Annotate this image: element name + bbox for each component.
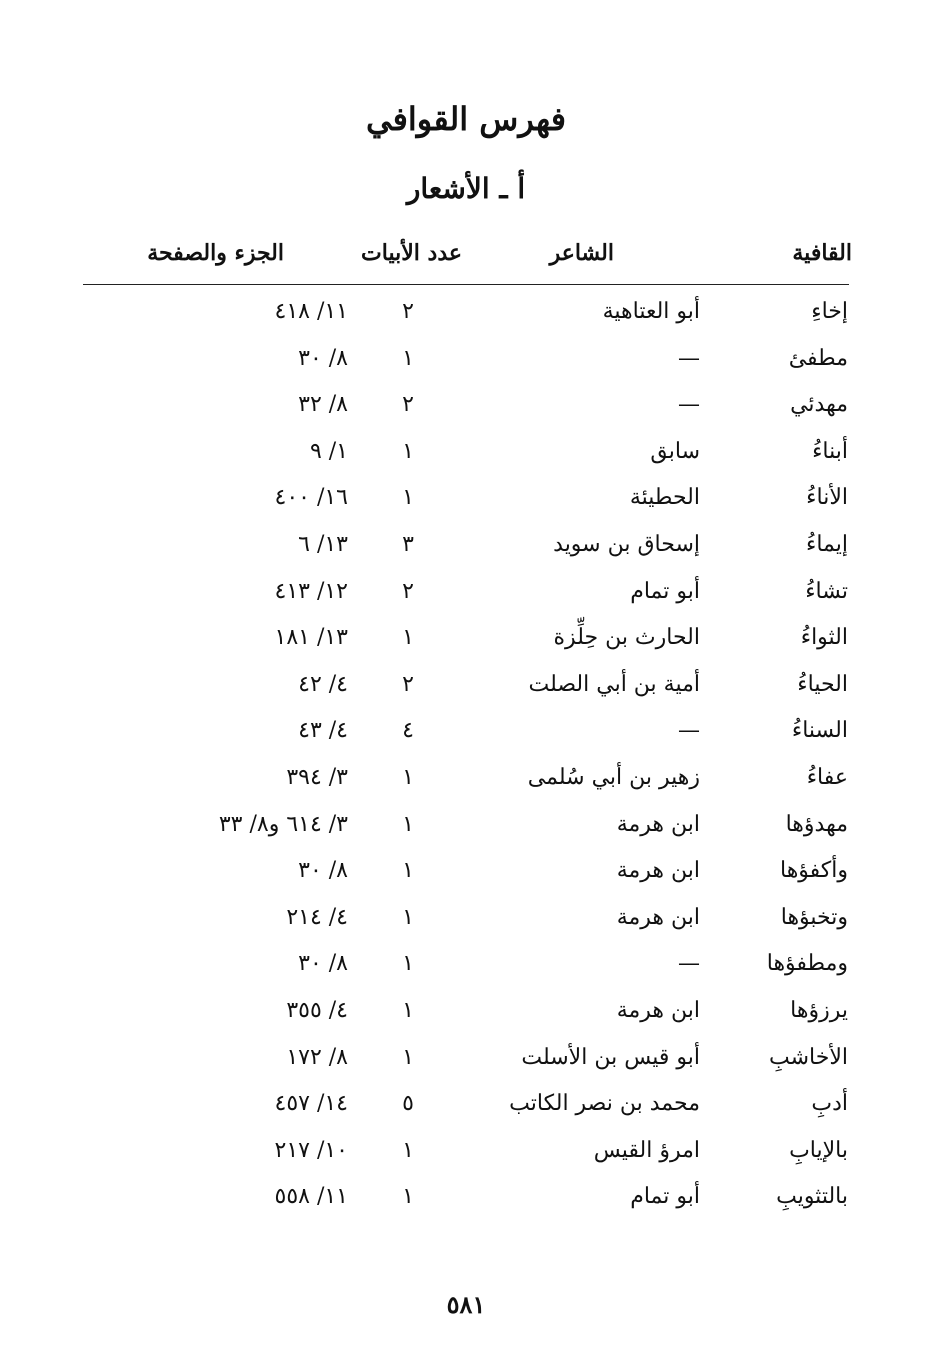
count-cell: ٢ [402, 578, 414, 604]
table-row [0, 573, 932, 620]
table-row [0, 1085, 932, 1132]
count-cell: ١ [402, 485, 414, 511]
poet-cell: أبو تمام [630, 1184, 700, 1210]
count-cell: ١ [402, 997, 414, 1023]
poet-cell: أبو تمام [630, 578, 700, 604]
poet-cell: — [678, 392, 700, 418]
rhyme-cell: إخاءِ [811, 299, 848, 324]
count-cell: ١ [402, 858, 414, 884]
poet-cell: ابن هرمة [616, 811, 700, 837]
table-row [0, 806, 932, 853]
poet-cell: أمية بن أبي الصلت [528, 671, 700, 697]
ref-cell: ١١/ ٥٥٨ [274, 1184, 348, 1210]
header-rule [83, 284, 849, 285]
count-cell: ١ [402, 438, 414, 464]
table-row [0, 1039, 932, 1086]
rhyme-cell: تشاءُ [805, 578, 848, 604]
ref-cell: ١٦/ ٤٠٠ [274, 485, 348, 511]
rhyme-cell: عفاءُ [806, 764, 848, 790]
count-cell: ١ [402, 951, 414, 977]
poet-cell: سابق [650, 438, 700, 464]
rhyme-cell: السناءُ [791, 718, 848, 744]
count-cell: ١ [402, 764, 414, 790]
count-cell: ١ [402, 625, 414, 651]
rhyme-cell: أبناءُ [812, 438, 848, 464]
table-row [0, 526, 932, 573]
table-row [0, 666, 932, 713]
poet-cell: — [678, 718, 700, 744]
rhyme-cell: يرزؤها [790, 997, 848, 1023]
rhyme-cell: وأكفؤها [779, 858, 848, 884]
ref-cell: ٨/ ٣٢ [298, 392, 348, 418]
table-row [0, 899, 932, 946]
rhyme-cell: ومطفؤها [766, 951, 848, 977]
page-title: فهرس القوافي [365, 100, 567, 138]
ref-cell: ٤/ ٢١٤ [286, 904, 348, 930]
page-number: ٥٨١ [446, 1290, 486, 1319]
table-row [0, 852, 932, 899]
rhyme-cell: مهدئي [790, 392, 848, 418]
poet-cell: إسحاق بن سويد [553, 531, 700, 557]
count-cell: ١ [402, 811, 414, 837]
ref-cell: ٨/ ٣٠ [298, 345, 348, 371]
count-cell: ٤ [402, 718, 414, 744]
header-count: عدد الأبيات [361, 240, 462, 266]
poet-cell: الحارث بن حِلِّزة [553, 625, 700, 651]
header-ref: الجزء والصفحة [147, 240, 284, 266]
poet-cell: — [678, 951, 700, 977]
ref-cell: ٨/ ٣٠ [298, 858, 348, 884]
rhyme-cell: وتخبؤها [780, 904, 848, 930]
count-cell: ١ [402, 904, 414, 930]
count-cell: ٣ [402, 531, 414, 557]
table-row [0, 293, 932, 340]
count-cell: ٢ [402, 299, 414, 324]
ref-cell: ١٣/ ٦ [298, 531, 348, 557]
ref-cell: ٤/ ٣٥٥ [286, 997, 348, 1023]
poet-cell: الحطيئة [629, 485, 700, 511]
ref-cell: ١٣/ ١٨١ [274, 625, 348, 651]
poet-cell: ابن هرمة [616, 858, 700, 884]
rhyme-cell: إيماءُ [805, 531, 848, 557]
poet-cell: أبو قيس بن الأسلت [521, 1044, 700, 1070]
poet-cell: أبو العتاهية [602, 299, 700, 324]
poet-cell: — [678, 345, 700, 371]
ref-cell: ٤/ ٤٣ [298, 718, 348, 744]
count-cell: ٢ [402, 671, 414, 697]
ref-cell: ٨/ ١٧٢ [286, 1044, 348, 1070]
section-title: أ ـ الأشعار [406, 172, 526, 205]
rhyme-cell: مهدؤها [785, 811, 848, 837]
count-cell: ٢ [402, 392, 414, 418]
index-table [0, 293, 932, 1225]
count-cell: ١ [402, 345, 414, 371]
ref-cell: ٣/ ٦١٤ و٨/ ٣٣ [218, 811, 348, 837]
table-row [0, 759, 932, 806]
table-row [0, 619, 932, 666]
header-rhyme: القافية [792, 240, 852, 266]
rhyme-cell: الأناءُ [806, 485, 848, 511]
table-row [0, 479, 932, 526]
ref-cell: ١٤/ ٤٥٧ [274, 1091, 348, 1117]
rhyme-cell: بالإيابِ [789, 1137, 848, 1163]
ref-cell: ١٠/ ٢١٧ [274, 1137, 348, 1163]
ref-cell: ١١/ ٤١٨ [274, 299, 348, 324]
table-row [0, 945, 932, 992]
poet-cell: محمد بن نصر الكاتب [509, 1091, 700, 1117]
rhyme-cell: مطفئ [788, 345, 848, 371]
ref-cell: ١٢/ ٤١٣ [274, 578, 348, 604]
ref-cell: ٤/ ٤٢ [298, 671, 348, 697]
header-poet: الشاعر [549, 240, 614, 266]
rhyme-cell: الحياءُ [797, 671, 848, 697]
table-row [0, 1178, 932, 1225]
table-row [0, 433, 932, 480]
table-row [0, 340, 932, 387]
count-cell: ١ [402, 1184, 414, 1210]
table-row [0, 386, 932, 433]
table-row [0, 1132, 932, 1179]
rhyme-cell: الثواءُ [800, 625, 848, 651]
table-row [0, 712, 932, 759]
table-row [0, 992, 932, 1039]
poet-cell: زهير بن أبي سُلمى [527, 764, 700, 790]
ref-cell: ٨/ ٣٠ [298, 951, 348, 977]
ref-cell: ٣/ ٣٩٤ [286, 764, 348, 790]
poet-cell: امرؤ القيس [593, 1137, 700, 1163]
count-cell: ١ [402, 1137, 414, 1163]
poet-cell: ابن هرمة [616, 997, 700, 1023]
rhyme-cell: الأخاشبِ [769, 1044, 848, 1070]
count-cell: ٥ [402, 1091, 414, 1117]
poet-cell: ابن هرمة [616, 904, 700, 930]
rhyme-cell: أدبِ [811, 1091, 848, 1117]
rhyme-cell: بالتثويبِ [776, 1184, 848, 1210]
ref-cell: ١/ ٩ [309, 438, 348, 464]
count-cell: ١ [402, 1044, 414, 1070]
